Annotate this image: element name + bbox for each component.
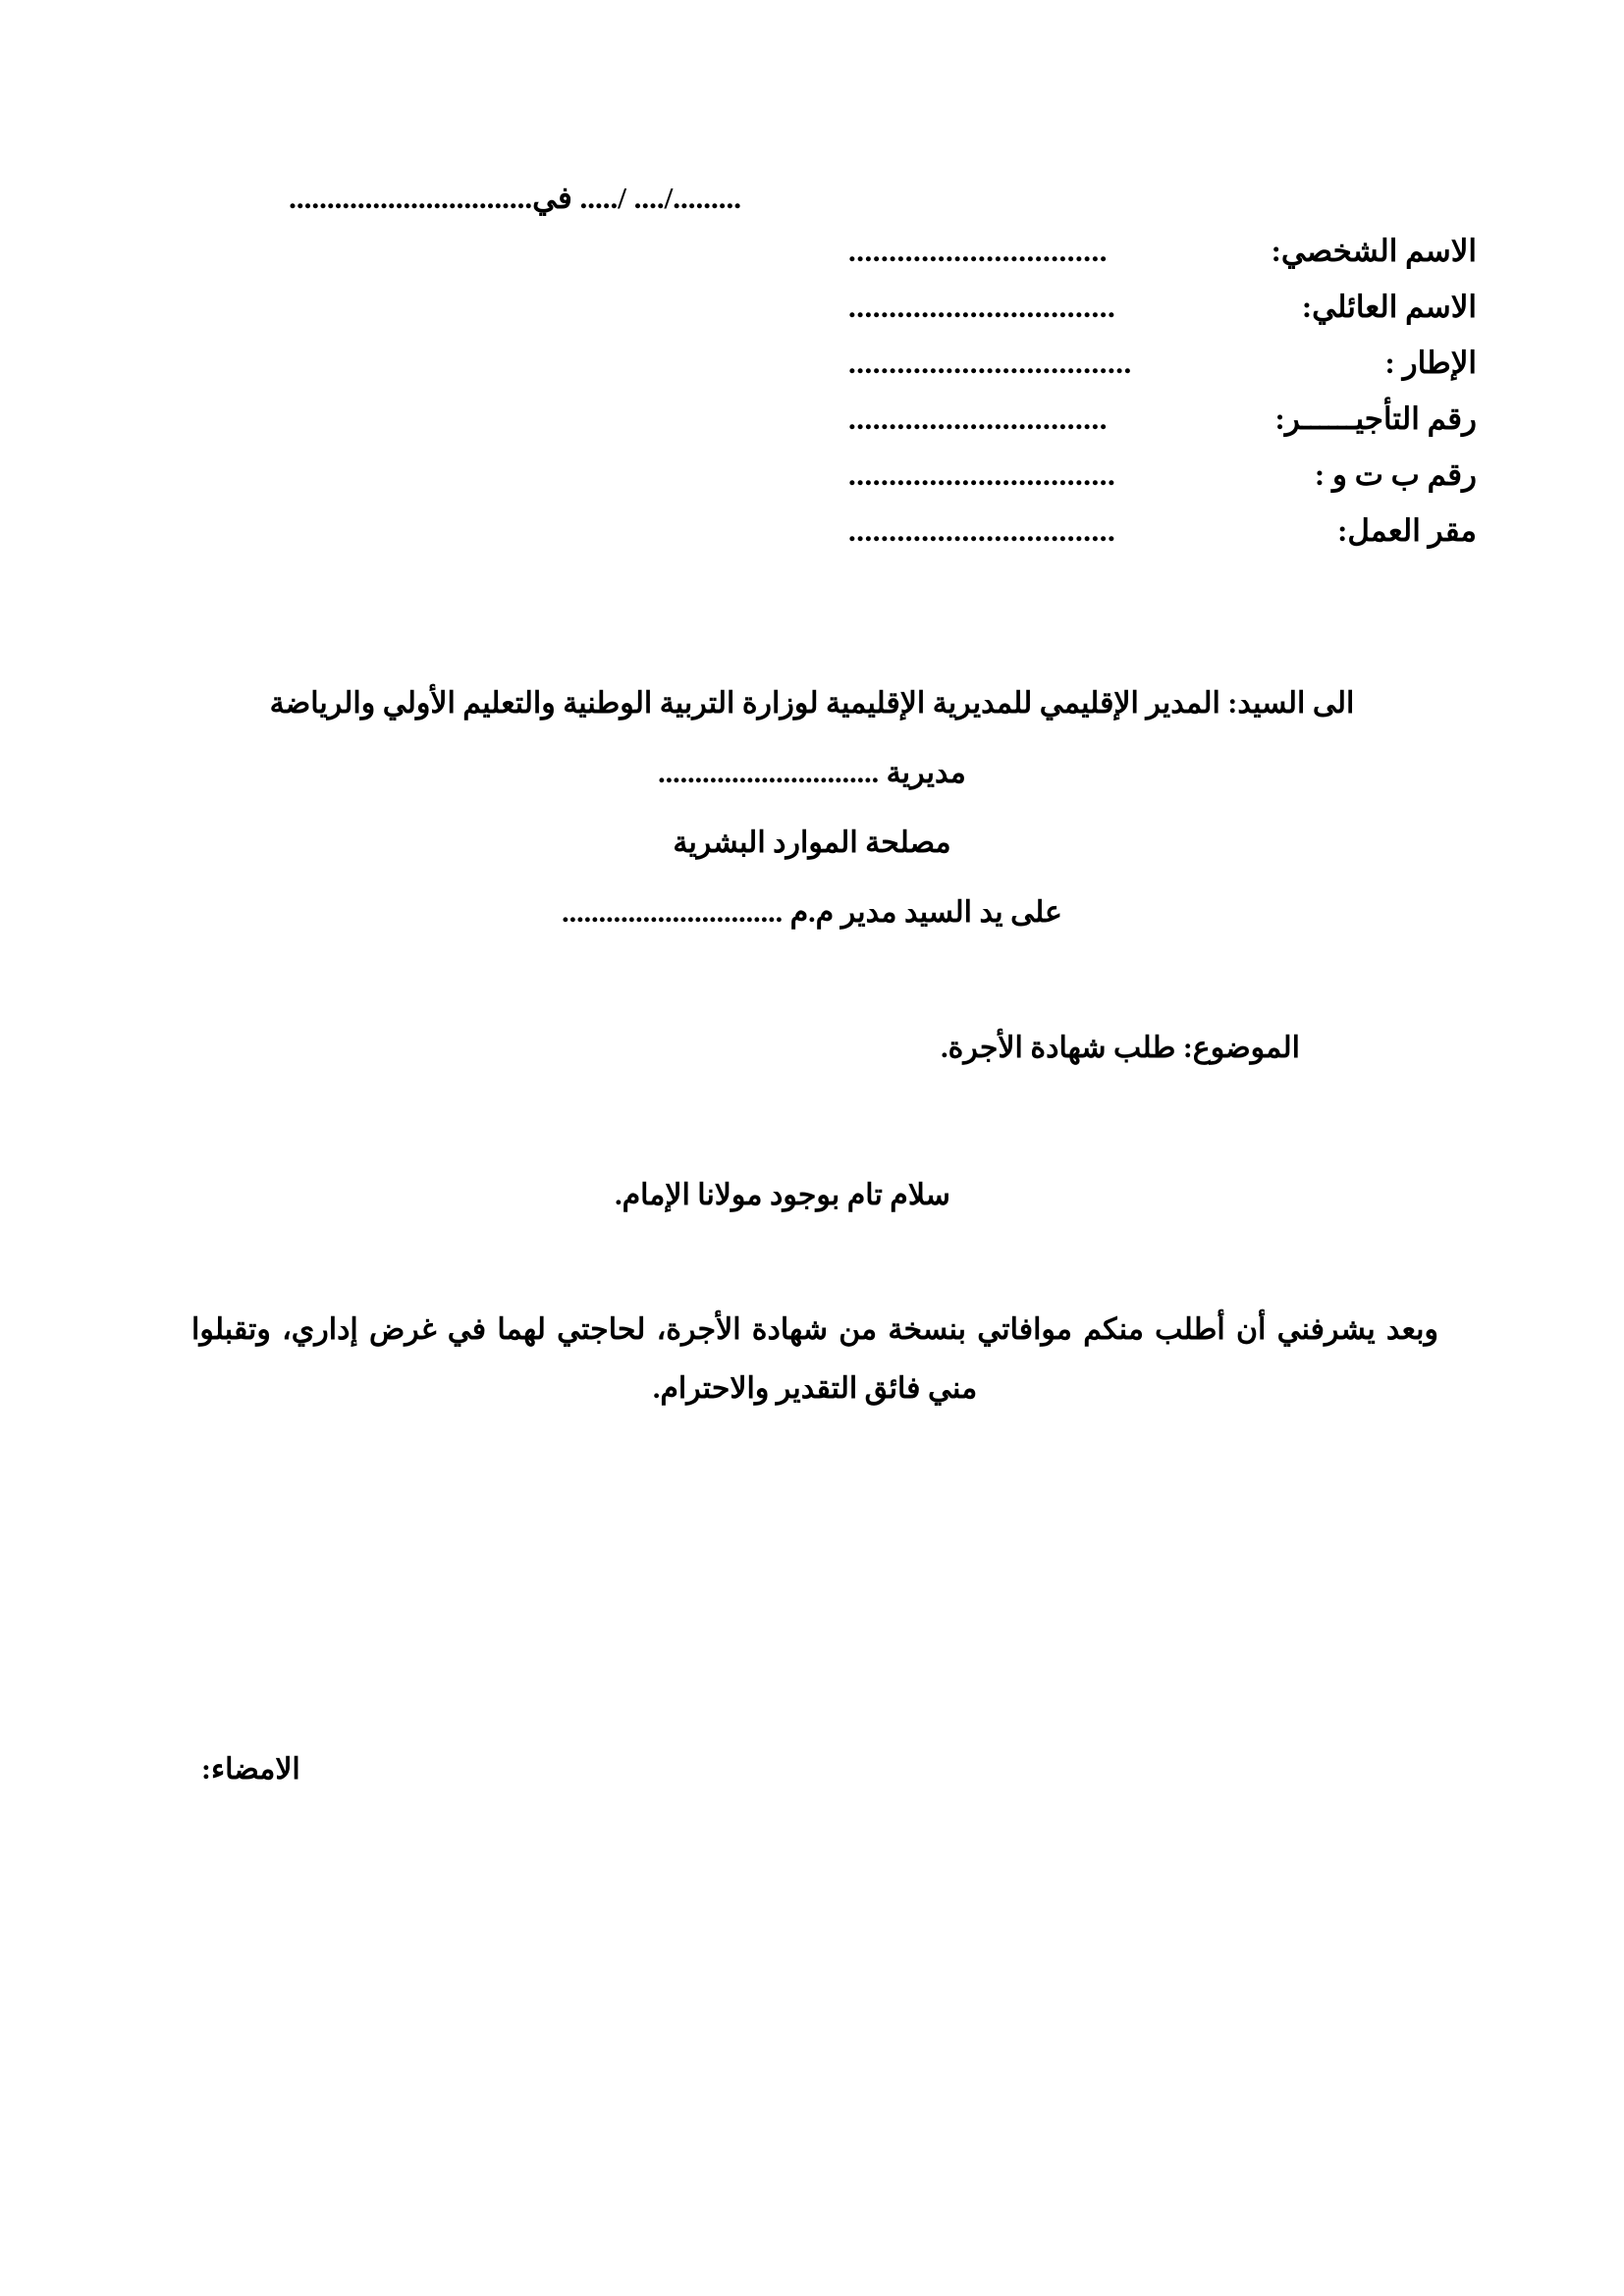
field-label-workplace: مقر العمل: [1337, 513, 1477, 548]
field-row-grade [848, 347, 1477, 378]
field-row-hiring-number [848, 403, 1477, 434]
body-paragraph [191, 1301, 1438, 1418]
field-row-first-name [848, 236, 1477, 266]
field-label-national-id: رقم ب ت و : [1314, 457, 1477, 492]
identity-fields-block [848, 236, 1477, 571]
subject-text: الموضوع: طلب شهادة الأجرة. [941, 1032, 1300, 1064]
greeting-line [0, 1178, 1624, 1212]
field-dots-hiring-number: ................................ [848, 403, 1108, 434]
body-line-1: وبعد يشرفني أن أطلب منكم موافاتي بنسخة من شهادة الأجرة، لحاجتي لهما في غرض إداري، وتقبلوا [191, 1313, 1438, 1346]
addressee-directorate-dots: .............................. [658, 757, 880, 789]
subject-line [397, 1031, 1477, 1065]
addressee-via-label: على يد السيد مدير م.م [789, 896, 1062, 929]
field-dots-first-name: ................................ [848, 236, 1108, 266]
field-label-family-name: الاسم العائلي: [1301, 290, 1477, 324]
addressee-directorate-line [0, 757, 1624, 789]
field-label-first-name: الاسم الشخصي: [1271, 234, 1477, 268]
field-dots-workplace: ................................. [848, 515, 1116, 546]
field-dots-family-name: ................................. [848, 292, 1116, 322]
addressee-directorate-label: مديرية [886, 757, 966, 789]
field-dots-grade: ................................... [848, 347, 1132, 378]
field-row-workplace [848, 515, 1477, 546]
field-row-national-id [848, 459, 1477, 490]
body-line-2: مني فائق التقدير والاحترام. [652, 1372, 978, 1405]
addressee-via-dots: .............................. [562, 896, 784, 929]
addressee-director-line: الى السيد: المدير الإقليمي للمديرية الإقليمية لوزارة التربية الوطنية والتعليم الأولي والرياضة [269, 687, 1355, 720]
date-place-line: ........./.... /..... في................................ [289, 181, 741, 215]
addressee-block [0, 687, 1624, 966]
field-row-family-name [848, 292, 1477, 322]
greeting-text: سلام تام بوجود مولانا الإمام. [615, 1179, 950, 1211]
addressee-hr-service-line: مصلحة الموارد البشرية [673, 827, 951, 859]
field-label-hiring-number: رقم التأجيــــــر: [1274, 401, 1477, 436]
field-label-grade: الإطار : [1384, 346, 1477, 380]
field-dots-national-id: ................................. [848, 459, 1116, 490]
addressee-via-school-director-line [0, 896, 1624, 929]
signature-label: الامضاء: [201, 1753, 300, 1786]
